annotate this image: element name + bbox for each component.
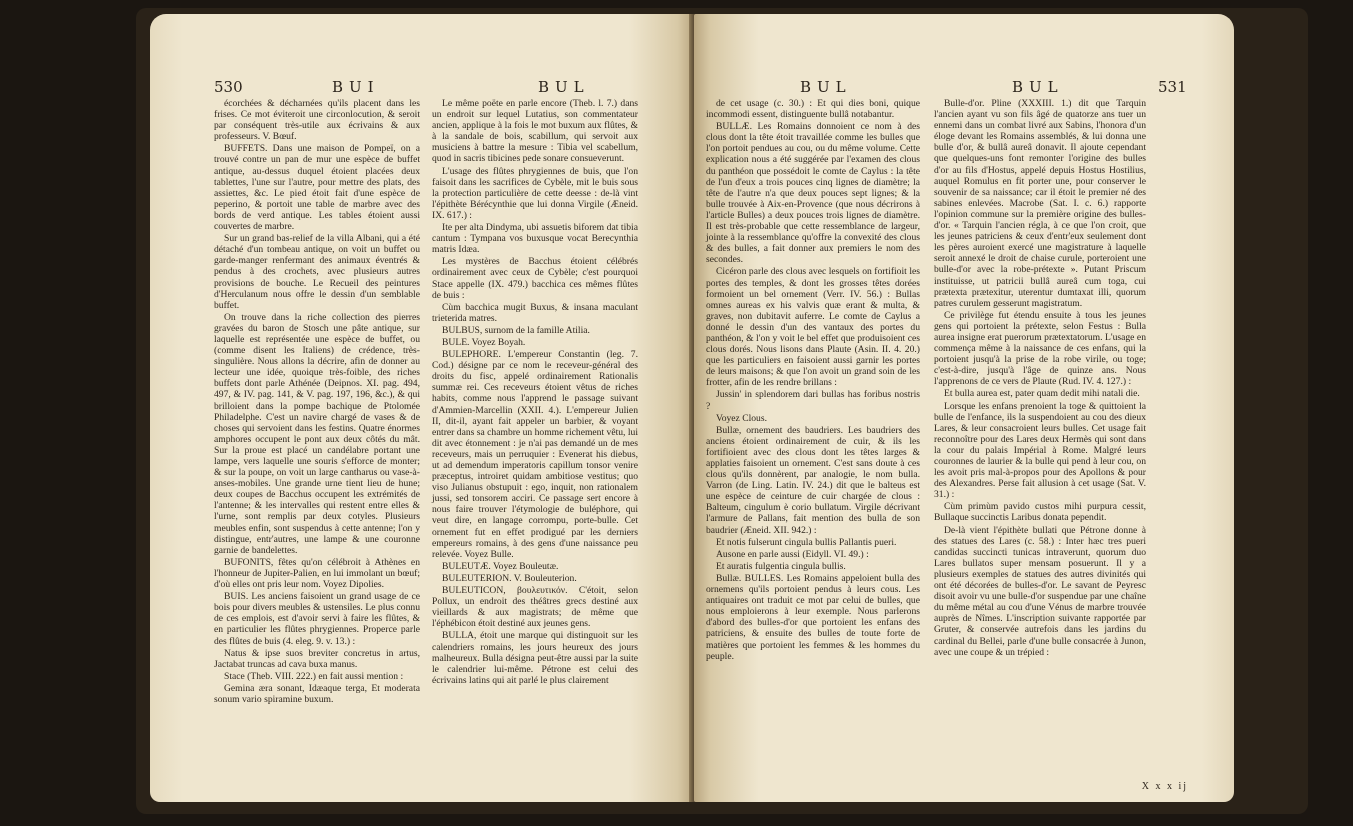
paragraph: Et notis fulserunt cingula bullis Pallantis pueri. xyxy=(716,536,897,548)
right-column-1 xyxy=(706,98,920,663)
left-column-2 xyxy=(432,98,638,687)
paragraph: Natus & ipse suos breviter concretus in artus, Jactabat truncas ad cava buxa manus. xyxy=(214,647,420,670)
right-page xyxy=(694,14,1234,802)
paragraph: BULEPHORE. L'empereur Constantin (leg. 7. Cod.) désigne par ce nom le receveur-général des droits du fisc, appelé ordinairement Rationalis summæ rei. Ces receveurs étoient vêtus de riches habits, comme nous l'apprend le passage suivant d'Ammien-Marcellin (XXII. 4.). L'empereur Julien II, dit-il, ayant fait appeler un barbier, & voyant entrer dans sa chambre un homme richement vêtu, lui dit avec étonnement : je n'ai pas demandé un de mes receveurs, mais un perruquier : Evenerat his diebus, ut ad demendum imperatoris capillum tonsor venire præceptus, introiret quidam ambitiose vestitus; quo viso Julianus obstupuit : ego, inquit, non rationalem jussi, sed tonsorem acciri. Ce passage sert encore à nous faire trouver l'étymologie de buléphore, qui veut dire, en langage corrompu, porte-bulle. Cet ornement fut en effet prodigué par les derniers empereurs romains, à des gens d'une naissance peu relevée. Voyez Bulle. xyxy=(432,349,638,560)
paragraph: Le même poëte en parle encore (Theb. l. 7.) dans un endroit sur lequel Lutatius, son commentateur ancien, applique à la fois le mot buxum aux flûtes, & à la sandale de bois, scabillum, qui servoit aux musiciens à battre la mesure : Tibia vel scabellum, quod in sacris tibicines pede sonare consueverunt. xyxy=(432,98,638,165)
left-head-right: BUL xyxy=(538,78,590,96)
paragraph: Cicéron parle des clous avec lesquels on fortifioit les portes des temples, & dont les grosses têtes dorées formoient un bel ornement (Verr. IV. 56.) : Bullas omnes aureas ex his valvis quæ erant & multa, & graves, non dubitavit auferre. Le comte de Caylus a donné le dessin d'un des vantaux des portes du panthéon, & l'on y voit le bel effet que produisoient ces clous dorés. Nous lisons dans Plaute (Asin. II. 4. 20.) que les particuliers en faisoient aussi garnir les portes de leurs maisons; & que l'on avoit un grand soin de les frotter, afin de les rendre brillans : xyxy=(706,266,920,389)
paragraph: de cet usage (c. 30.) : Et qui dies boni, quique incommodi essent, distinguente bullâ notabantur. xyxy=(706,98,920,121)
paragraph: L'usage des flûtes phrygiennes de buis, que l'on faisoit dans les sacrifices de Cybèle, mit le buis sous la protection particulière de cette deesse : de-là vint l'épithète Bérécynthie que lui donna Virgile (Æneid. IX. 617.) : xyxy=(432,165,638,221)
right-page-number: 531 xyxy=(1158,78,1187,96)
left-column-1 xyxy=(214,98,420,706)
paragraph: BULLÆ. Les Romains donnoient ce nom à des clous dont la tête étoit travaillée comme les bulles que l'on portoit pendues au cou, ou du même volume. Cette explication nous a été suggérée par l'examen des clous du panthéon que possédoit le comte de Caylus : la tête de l'un d'eux a trois pouces cinq lignes de diamètre; la tête de l'autre n'a que deux pouces sept lignes; & la bulle trouvée à Aix-en-Provence (que nous décrirons à l'article Bulles) a deux pouces trois lignes de diamètre. Il est très-probable que cette ressemblance de largeur, jointe à la ressemblance qu'offre la convexité des clous & des bulles, a fait donner aux premiers le nom des secondes. xyxy=(706,121,920,266)
paragraph: Et auratis fulgentia cingula bullis. xyxy=(716,560,846,572)
paragraph: Et bulla aurea est, pater quam dedit mihi natali die. xyxy=(944,388,1140,400)
paragraph: Ite per alta Dindyma, ubi assuetis biforem dat tibia cantum : Tympana vos buxusque vocat Berecynthia matris Idæa. xyxy=(432,222,638,256)
paragraph: BULEUTÆ. Voyez Bouleutæ. xyxy=(442,560,559,572)
paragraph: Cùm primùm pavido custos mihi purpura cessit, Bullaque succinctis Laribus donata pependit. xyxy=(934,501,1146,524)
paragraph: Bullæ. BULLES. Les Romains appeloient bulla des ornemens qu'ils portoient pendus à leurs cous. Les antiquaires ont traduit ce mot par celui de bulles, que nous emploierons à leur exemple. Nous parlerons d'abord des bulles-d'or que portoient les enfans des patriciens, & ensuite des bulles de toute forte de matières que portoient les femmes & les hommes du peuple. xyxy=(706,572,920,662)
paragraph: Les mystères de Bacchus étoient célébrés ordinairement avec ceux de Cybèle; c'est pourquoi Stace appelle (IX. 479.) bacchica ces mêmes flûtes de buis : xyxy=(432,256,638,301)
paragraph: Jussin' in splendorem dari bullas has foribus nostris ? xyxy=(706,389,920,412)
paragraph: BULEUTERION. V. Bouleuterion. xyxy=(442,572,577,584)
paragraph: BUFFETS. Dans une maison de Pompeï, on a trouvé contre un pan de mur une espèce de buffet antique, au-dessus duquel étoient placées deux tablettes, l'une sur l'autre, pour mettre des plats, des assiettes, &c. Le pied étoit fait d'une espèce de peperino, & portoit une table de marbre avec des bords de verd antique. Les tables étoient aussi couvertes de marbre. xyxy=(214,143,420,233)
paragraph: Bullæ, ornement des baudriers. Les baudriers des anciens étoient ordinairement de cuir, & ils les fortifioient avec des clous dont les têtes larges & applaties faisoient un ornement. C'est sans doute à ces clous qu'ils donnèrent, par analogie, le nom bulla. Varron (de Ling. Latin. IV. 24.) dit que le balteus est une espèce de ceinture de cuir chargée de clous : Balteum, cingulum è corio bullatum. Virgile décrivant l'armure de Pallans, fait mention des bulla de son baudrier (Æneid. XII. 942.) : xyxy=(706,424,920,536)
left-head-left: BUI xyxy=(332,78,380,96)
paragraph: écorchées & décharnées qu'ils placent dans les frises. Ce mot éviteroit une circonlocution, & seroit par conséquent très-utile aux écrivains & aux professeurs. V. Bœuf. xyxy=(214,98,420,143)
paragraph: Voyez Clous. xyxy=(716,412,767,424)
signature-mark: X x x ij xyxy=(1141,781,1188,792)
right-head-right: BUL xyxy=(1012,78,1064,96)
paragraph: BULLA, étoit une marque qui distinguoit sur les calendriers romains, les jours heureux des jours malheureux. Bulla désigna peut-être aussi par la suite le calendrier lui-même. Pétrone est celui des écrivains latins qui ait parlé le plus clairement xyxy=(432,630,638,686)
paragraph: Ausone en parle aussi (Eidyll. VI. 49.) : xyxy=(716,548,869,560)
paragraph: On trouve dans la riche collection des pierres gravées du baron de Stosch une pâte antique, sur laquelle est représentée une espèce de buffet, ou (comme disent les Italiens) de crédence, très-singulière. Nous allons la décrire, afin de donner au lecteur une idée, quoique très-foible, des riches buffets dont parle Athénée (Deipnos. XI. pag. 494, 497, & IV. pag. 141, & V. pag. 197, 196, &c.), & qui brilloient dans la pompe bachique de Ptolomée Philadelphe. C'est un navire chargé de vases & de choses qui servoient dans les festins. Quatre énormes amphores occupent le pont aux deux côtés du mât. Sur la proue est placé un candélabre portant une lampe, vers laquelle une souris s'efforce de monter; & sur la poupe, on voit un large cantharus ou vase-à-anses-mobiles. Une grande urne tient lieu de hune; deux coupes de Bacchus occupent les extrémités de l'antenne; & les intervalles qui restent entre elles & l'urne, sont remplis par deux cotyles. Plusieurs meubles enfin, sont suspendus à cette antenne; l'on y distingue, entr'autres, une lampe & une couronne garnie de bandelettes. xyxy=(214,311,420,556)
paragraph: Ce privilège fut étendu ensuite à tous les jeunes gens qui portoient la prétexte, selon Festus : Bulla aurea insigne erat puerorum prætextatorum. L'usage en commença même à la naissance de ces enfans, qui la portoient jusqu'à la prise de la robe virile, ou toge; c'est-à-dire, jusqu'à l'âge de quinze ans. Nous l'apprenons de ce vers de Plaute (Rud. IV. 4. 127.) : xyxy=(934,309,1146,388)
paragraph: Lorsque les enfans prenoient la toge & quittoient la bulle de l'enfance, ils la suspendoient au cou des dieux Lares, & leur consacroient leurs bulles. Cet usage fait reconnoître pour des Lares deux Hermès qui sont dans la cour du palais Impérial à Rome. Malgré leurs couronnes de laurier & la bulle qui pend à leur cou, on les avoit pris mal-à-propos pour des Apollons & pour des Alexandres. Perse fait allusion à cet usage (Sat. V. 31.) : xyxy=(934,400,1146,501)
paragraph: Gemina æra sonant, Idæaque terga, Et moderata sonum vario spiramine buxum. xyxy=(214,682,420,705)
paragraph: Cùm bacchica mugit Buxus, & insana maculant trieterida matres. xyxy=(432,301,638,324)
right-head-left: BUL xyxy=(800,78,852,96)
left-page-number: 530 xyxy=(214,78,243,96)
paragraph: Bulle-d'or. Pline (XXXIII. 1.) dit que Tarquin l'ancien ayant vu son fils âgé de quatorze ans tuer un ennemi dans un combat livré aux Sabins, l'honora d'un éloge devant les Romains assemblés, & lui donna une bulle d'or, & bullâ aureâ donavit. Il ajoute cependant que quelques-uns font remonter l'origine des bulles d'or au fils d'Hostus, appelé depuis Hostus Hostilius, auquel Romulus en fit porter une, pour conserver le souvenir de sa naissance; car il étoit le premier né des sabines enlevées. Macrobe (Sat. I. c. 6.) rapporte l'opinion commune sur la première origine des bulles-d'or. « Tarquin l'ancien régla, à ce que l'on croit, que les jeunes patriciens & ceux d'entr'eux seulement dont les pères auroient exercé une magistrature à laquelle seroit annexé le droit de chaise curule, porteroient une bulle-d'or avec la robe-prétexte ». Putant Priscum instituisse, ut patricii bullâ aureâ cum toga, cui prætexta prætexitur, uterentur dumtaxat illi, quorum patres curulem gesserunt magistratum. xyxy=(934,98,1146,309)
paragraph: BULEUTICON, βουλευτικόν. C'étoit, selon Pollux, un endroit des théâtres grecs destiné aux vieillards & aux magistrats; de même que l'éphébicon étoit destiné aux jeunes gens. xyxy=(432,585,638,630)
paragraph: BULBUS, surnom de la famille Atilia. xyxy=(442,324,590,336)
paragraph: BUIS. Les anciens faisoient un grand usage de ce bois pour divers meubles & ustensiles. Le plus connu de ces emplois, est d'avoir servi à faire les flûtes, & en particulier les flûtes phrygiennes. Properce parle des flûtes de buis (4. eleg. 9. v. 13.) : xyxy=(214,591,420,647)
paragraph: Stace (Theb. VIII. 222.) en fait aussi mention : xyxy=(224,670,404,682)
right-column-2 xyxy=(934,98,1146,659)
paragraph: BULE. Voyez Boyah. xyxy=(442,336,526,348)
paragraph: De-là vient l'épithète bullati que Pétrone donne à des statues des Lares (c. 58.) : Inter hæc tres pueri candidas succincti tunicas intraverunt, quorum duo Lares bullatos super mensam posuerunt. Il y a plusieurs exemples de statues des autres divinités qui ont été décorées de bulles-d'or. Le savant de Peyresc disoit avoir vu une bulle-d'or suspendue par une chaîne du même métal au cou d'une Vénus de marbre trouvée auprès de Nîmes. L'inscription suivante rapportée par Gruter, & conservée autrefois dans les jardins du cardinal du Bellei, parle d'une bulle consacrée à Junon, avec une coupe & un trépied : xyxy=(934,524,1146,658)
left-page xyxy=(150,14,694,802)
paragraph: BUFONITS, fêtes qu'on célébroit à Athènes en l'honneur de Jupiter-Palien, en lui immolant un bœuf; d'où elles ont pris leur nom. Voyez Dipolies. xyxy=(214,556,420,591)
paragraph: Sur un grand bas-relief de la villa Albani, qui a été détaché d'un tombeau antique, on voit un buffet ou garde-manger renfermant des animaux éventrés & pendus à des crochets, avec plusieurs autres provisions de bouche. Le Recueil des peintures d'Herculanum nous offre le dessin d'un semblable buffet. xyxy=(214,233,420,311)
